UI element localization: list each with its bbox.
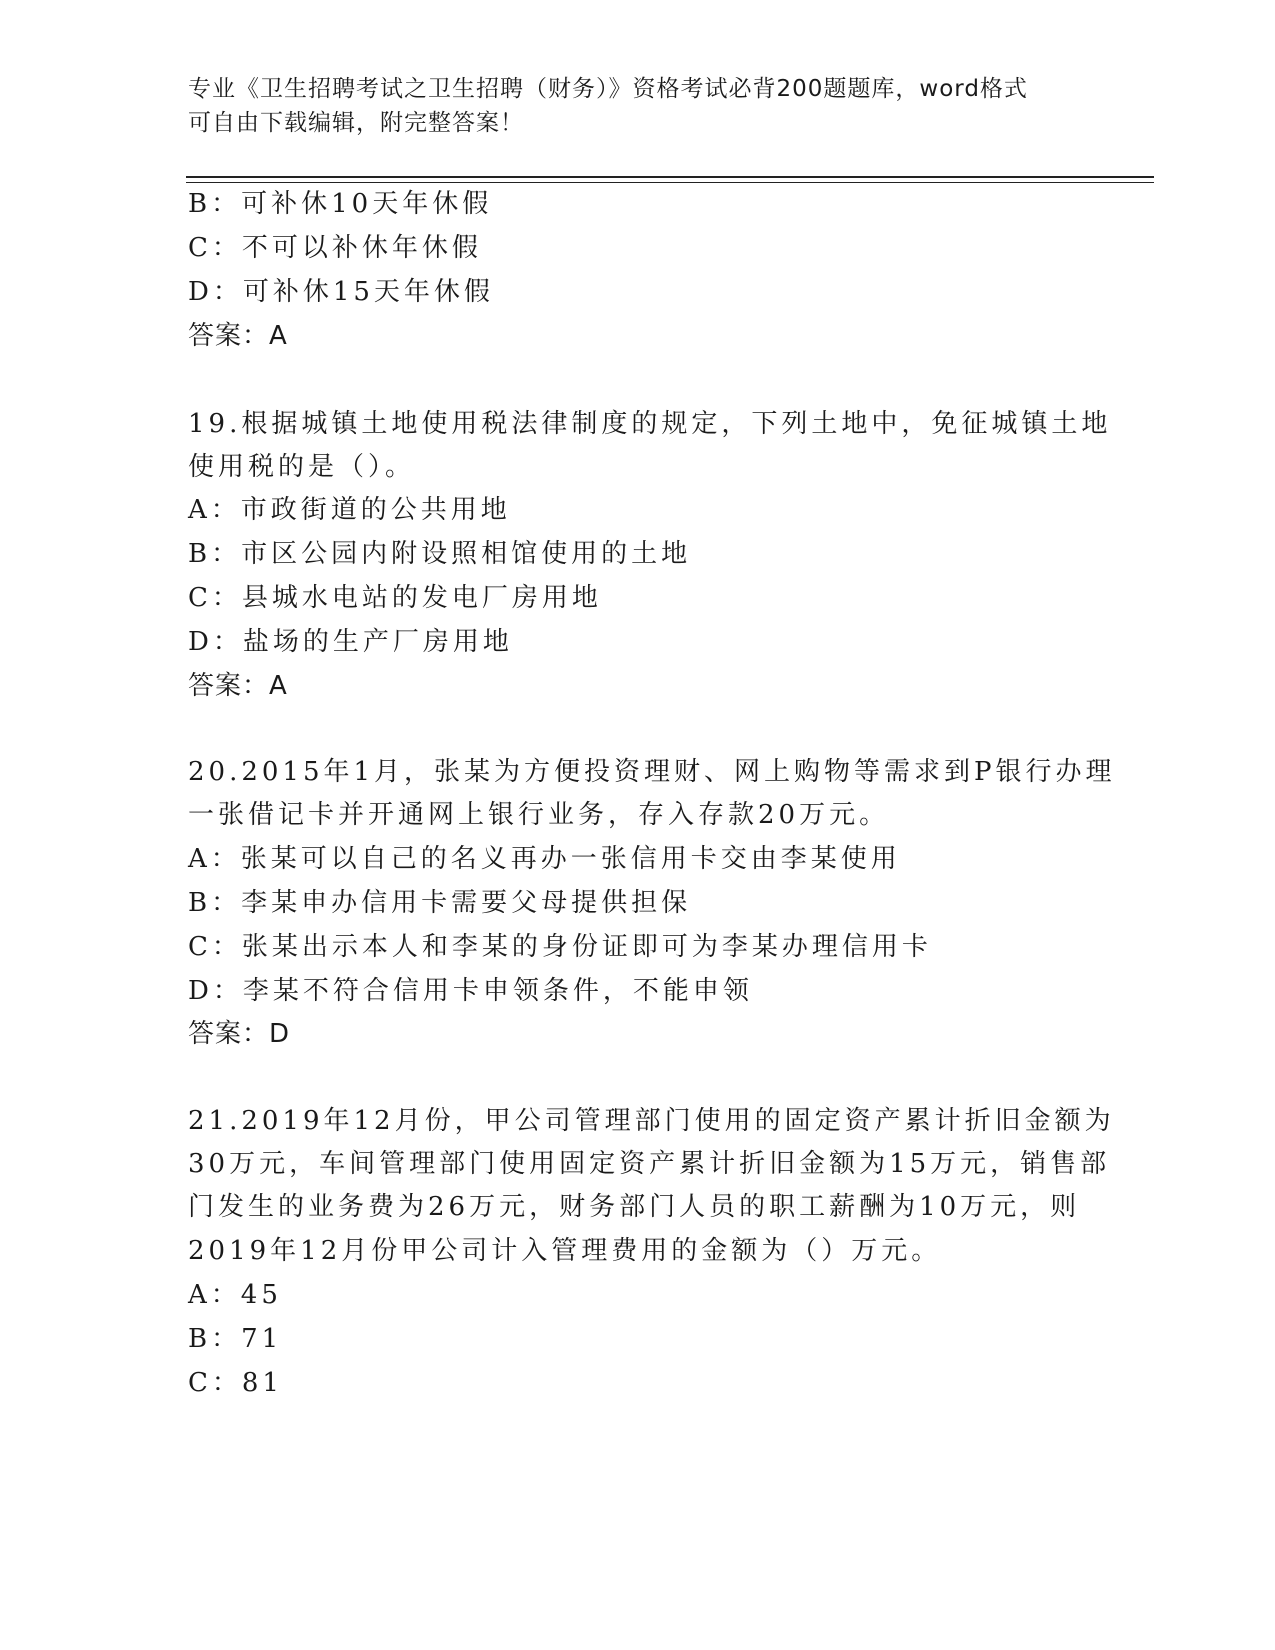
q21-option-a: A：45 [188,1280,282,1310]
q20-option-d: D：李某不符合信用卡申领条件，不能申领 [188,976,753,1006]
header-line-2: 可自由下载编辑，附完整答案！ [188,110,524,136]
q19-option-b: B：市区公园内附设照相馆使用的土地 [188,539,692,569]
q21-stem-line-2: 30万元，车间管理部门使用固定资产累计折旧金额为15万元，销售部 [188,1149,1111,1179]
q21-option-c: C：81 [188,1368,283,1398]
header-divider-thin [186,182,1154,183]
q19-option-a: A：市政街道的公共用地 [188,495,511,525]
q19-answer: 答案：A [188,671,288,701]
q20-answer: 答案：D [188,1019,291,1049]
q18-option-c: C：不可以补休年休假 [188,233,482,263]
q20-option-b: B：李某申办信用卡需要父母提供担保 [188,888,692,918]
q20-option-a: A：张某可以自己的名义再办一张信用卡交由李某使用 [188,844,901,874]
q20-stem-line-2: 一张借记卡并开通网上银行业务，存入存款20万元。 [188,800,890,830]
header-divider-thick [186,176,1154,178]
q19-stem-line-2: 使用税的是（）。 [188,452,416,482]
q20-stem-line-1: 20.2015年1月，张某为方便投资理财、网上购物等需求到P银行办理 [188,757,1116,787]
q20-option-c: C：张某出示本人和李某的身份证即可为李某办理信用卡 [188,932,932,962]
document-header [188,72,1088,140]
q19-stem-line-1: 19.根据城镇土地使用税法律制度的规定，下列土地中，免征城镇土地 [188,409,1112,439]
q21-stem-line-4: 2019年12月份甲公司计入管理费用的金额为（）万元。 [188,1236,942,1266]
q18-answer: 答案：A [188,321,288,351]
q19-option-c: C：县城水电站的发电厂房用地 [188,583,602,613]
q18-option-b: B：可补休10天年休假 [188,189,493,219]
q21-option-b: B：71 [188,1324,283,1354]
q21-stem-line-1: 21.2019年12月份，甲公司管理部门使用的固定资产累计折旧金额为 [188,1106,1115,1136]
q19-option-d: D：盐场的生产厂房用地 [188,627,513,657]
q18-option-d: D：可补休15天年休假 [188,277,494,307]
q21-stem-line-3: 门发生的业务费为26万元，财务部门人员的职工薪酬为10万元，则 [188,1192,1081,1222]
header-line-1: 专业《卫生招聘考试之卫生招聘（财务）》资格考试必背200题题库，word格式 [188,76,1028,102]
